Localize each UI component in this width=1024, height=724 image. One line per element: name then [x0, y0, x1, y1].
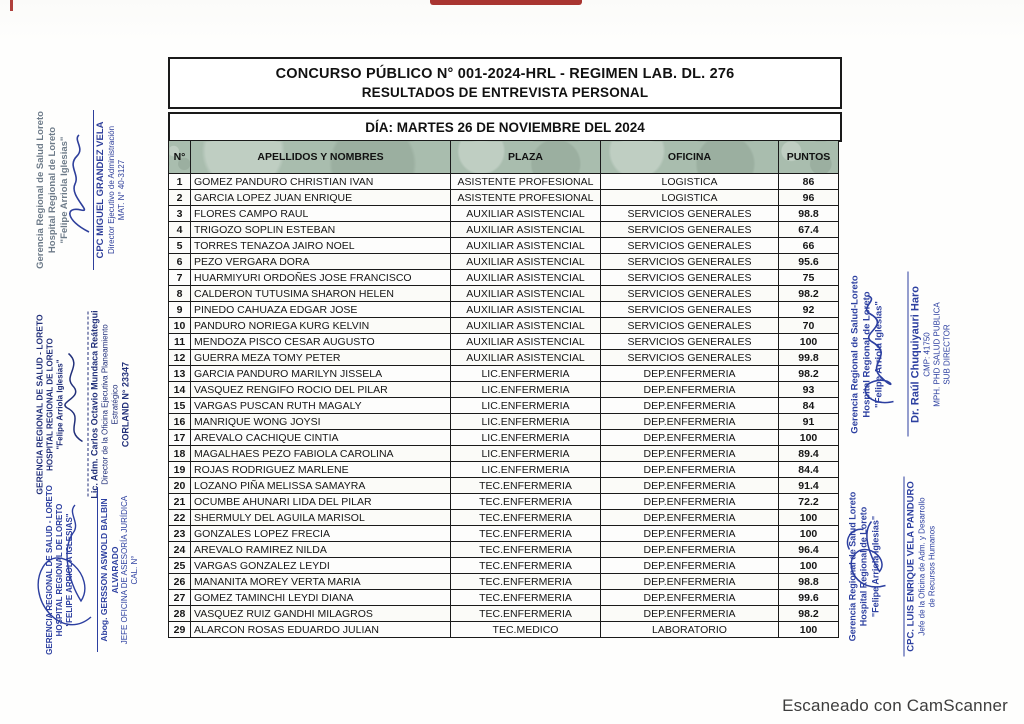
candidate-name: GOMEZ TAMINCHI LEYDI DIANA [191, 590, 451, 606]
stamp-signer-name: CPC. LUIS ENRIQUE VELA PANDURO [905, 481, 917, 652]
oficina-cell: LOGISTICA [601, 190, 779, 206]
table-row [169, 574, 839, 590]
candidate-name: MANANITA MOREY VERTA MARIA [191, 574, 451, 590]
row-number: 19 [169, 462, 191, 478]
stamp-legal-office-chief [45, 475, 155, 665]
row-number: 16 [169, 414, 191, 430]
signature-line [97, 488, 98, 653]
plaza-cell: TEC.ENFERMERIA [451, 590, 601, 606]
row-number: 7 [169, 270, 191, 286]
oficina-cell: SERVICIOS GENERALES [601, 238, 779, 254]
oficina-cell: DEP.ENFERMERIA [601, 366, 779, 382]
row-number: 15 [169, 398, 191, 414]
table-row [169, 190, 839, 206]
candidate-name: AREVALO CACHIQUE CINTIA [191, 430, 451, 446]
oficina-cell: SERVICIOS GENERALES [601, 270, 779, 286]
column-header-oficina: OFICINA [601, 141, 779, 174]
puntos-cell: 75 [779, 270, 839, 286]
table-row [169, 366, 839, 382]
date-text: DÍA: MARTES 26 DE NOVIEMBRE DEL 2024 [365, 119, 645, 135]
signature-line [907, 272, 908, 437]
row-number: 29 [169, 622, 191, 638]
table-row [169, 606, 839, 622]
row-number: 27 [169, 590, 191, 606]
plaza-cell: TEC.ENFERMERIA [451, 510, 601, 526]
table-row [169, 302, 839, 318]
document-title: CONCURSO PÚBLICO N° 001-2024-HRL - REGIMEN LAB. DL. 276 [275, 66, 735, 82]
row-number: 22 [169, 510, 191, 526]
puntos-cell: 100 [779, 334, 839, 350]
table-row [169, 558, 839, 574]
candidate-name: PINEDO CAHUAZA EDGAR JOSE [191, 302, 451, 318]
candidate-name: AREVALO RAMIREZ NILDA [191, 542, 451, 558]
oficina-cell: DEP.ENFERMERIA [601, 558, 779, 574]
puntos-cell: 98.2 [779, 366, 839, 382]
document-title-box [168, 57, 842, 109]
row-number: 11 [169, 334, 191, 350]
oficina-cell: DEP.ENFERMERIA [601, 382, 779, 398]
puntos-cell: 100 [779, 510, 839, 526]
table-row [169, 206, 839, 222]
oficina-cell: LABORATORIO [601, 622, 779, 638]
table-row [169, 398, 839, 414]
table-row [169, 414, 839, 430]
candidate-name: GUERRA MEZA TOMY PETER [191, 350, 451, 366]
table-row [169, 270, 839, 286]
plaza-cell: TEC.ENFERMERIA [451, 478, 601, 494]
candidate-name: PEZO VERGARA DORA [191, 254, 451, 270]
table-row [169, 350, 839, 366]
row-number: 2 [169, 190, 191, 206]
candidate-name: HUARMIYURI ORDOÑES JOSE FRANCISCO [191, 270, 451, 286]
plaza-cell: AUXILIAR ASISTENCIAL [451, 206, 601, 222]
oficina-cell: DEP.ENFERMERIA [601, 542, 779, 558]
oficina-cell: DEP.ENFERMERIA [601, 574, 779, 590]
puntos-cell: 98.2 [779, 286, 839, 302]
plaza-cell: AUXILIAR ASISTENCIAL [451, 270, 601, 286]
plaza-cell: AUXILIAR ASISTENCIAL [451, 254, 601, 270]
stamp-signer-role2: de Recursos Humanos [927, 525, 937, 608]
candidate-name: TORRES TENAZOA JAIRO NOEL [191, 238, 451, 254]
stamp-signer-registry: CORLAND N° 23347 [120, 361, 131, 448]
stamp-org-line: HOSPITAL REGIONAL DE LORETO [45, 338, 55, 471]
row-number: 1 [169, 174, 191, 190]
plaza-cell: AUXILIAR ASISTENCIAL [451, 222, 601, 238]
plaza-cell: LIC.ENFERMERIA [451, 366, 601, 382]
stamp-signer-role: JEFE OFICINA DE ASESORÍA JURÍDICA [120, 495, 130, 645]
column-header-puntos: PUNTOS [779, 141, 839, 174]
table-row [169, 334, 839, 350]
plaza-cell: TEC.ENFERMERIA [451, 494, 601, 510]
candidate-name: MAGALHAES PEZO FABIOLA CAROLINA [191, 446, 451, 462]
stamp-org-line: GERENCIA REGIONAL DE SALUD - LORETO [45, 485, 54, 655]
row-number: 4 [169, 222, 191, 238]
puntos-cell: 91.4 [779, 478, 839, 494]
row-number: 25 [169, 558, 191, 574]
oficina-cell: SERVICIOS GENERALES [601, 286, 779, 302]
oficina-cell: DEP.ENFERMERIA [601, 462, 779, 478]
row-number: 14 [169, 382, 191, 398]
oficina-cell: SERVICIOS GENERALES [601, 206, 779, 222]
plaza-cell: TEC.ENFERMERIA [451, 606, 601, 622]
table-row [169, 526, 839, 542]
stamp-org-line: Hospital Regional de Loreto [46, 126, 58, 254]
stamp-signer-role: SUB DIRECTOR [942, 324, 952, 385]
oficina-cell: DEP.ENFERMERIA [601, 430, 779, 446]
oficina-cell: SERVICIOS GENERALES [601, 222, 779, 238]
candidate-name: VARGAS GONZALEZ LEYDI [191, 558, 451, 574]
scan-artifact-red-bar [430, 0, 582, 5]
puntos-cell: 98.2 [779, 606, 839, 622]
candidate-name: TRIGOZO SOPLIN ESTEBAN [191, 222, 451, 238]
candidate-name: LOZANO PIÑA MELISSA SAMAYRA [191, 478, 451, 494]
row-number: 13 [169, 366, 191, 382]
candidate-name: VARGAS PUSCAN RUTH MAGALY [191, 398, 451, 414]
oficina-cell: DEP.ENFERMERIA [601, 414, 779, 430]
stamp-org-line: GERENCIA REGIONAL DE SALUD - LORETO [34, 314, 45, 495]
candidate-name: MENDOZA PISCO CESAR AUGUSTO [191, 334, 451, 350]
stamp-org-line: Gerencia Regional de Salud Loreto [847, 491, 858, 642]
table-row [169, 446, 839, 462]
plaza-cell: AUXILIAR ASISTENCIAL [451, 318, 601, 334]
candidate-name: VASQUEZ RUIZ GANDHI MILAGROS [191, 606, 451, 622]
puntos-cell: 99.6 [779, 590, 839, 606]
row-number: 28 [169, 606, 191, 622]
table-row [169, 222, 839, 238]
stamp-signer-name: CPC MIGUEL GRANDEZ VELA [94, 121, 106, 259]
row-number: 6 [169, 254, 191, 270]
oficina-cell: DEP.ENFERMERIA [601, 494, 779, 510]
table-row [169, 590, 839, 606]
signature-line [93, 110, 94, 270]
stamp-signer-role: Director Ejecutivo de Administración [106, 125, 116, 255]
table-row [169, 494, 839, 510]
candidate-name: GONZALES LOPEZ FRECIA [191, 526, 451, 542]
plaza-cell: LIC.ENFERMERIA [451, 462, 601, 478]
plaza-cell: AUXILIAR ASISTENCIAL [451, 350, 601, 366]
oficina-cell: SERVICIOS GENERALES [601, 334, 779, 350]
puntos-cell: 93 [779, 382, 839, 398]
stamp-admin-director [35, 85, 155, 295]
puntos-cell: 96.4 [779, 542, 839, 558]
plaza-cell: TEC.ENFERMERIA [451, 542, 601, 558]
stamp-signer-registry: CAL. N° [130, 555, 140, 585]
puntos-cell: 98.8 [779, 574, 839, 590]
table-row [169, 462, 839, 478]
stamp-signer-name: Dr. Raúl Chuquiyauri Haro [909, 286, 922, 423]
table-row [169, 430, 839, 446]
puntos-cell: 100 [779, 558, 839, 574]
puntos-cell: 100 [779, 526, 839, 542]
scan-artifact-red-tick [10, 0, 13, 11]
plaza-cell: AUXILIAR ASISTENCIAL [451, 302, 601, 318]
puntos-cell: 100 [779, 622, 839, 638]
column-header-plaza: PLAZA [451, 141, 601, 174]
oficina-cell: DEP.ENFERMERIA [601, 510, 779, 526]
document-subtitle: RESULTADOS DE ENTREVISTA PERSONAL [361, 85, 649, 100]
plaza-cell: TEC.ENFERMERIA [451, 558, 601, 574]
puntos-cell: 98.8 [779, 206, 839, 222]
candidate-name: GARCIA PANDURO MARILYN JISSELA [191, 366, 451, 382]
stamp-org-line: HOSPITAL REGIONAL DE LORETO [55, 503, 64, 637]
puntos-cell: 70 [779, 318, 839, 334]
stamp-sub-director [850, 258, 985, 452]
stamp-signer-role2: Estratégico [110, 384, 120, 425]
table-row [169, 622, 839, 638]
stamp-org-line: Hospital Regional de Loreto [861, 291, 873, 418]
oficina-cell: DEP.ENFERMERIA [601, 478, 779, 494]
oficina-cell: DEP.ENFERMERIA [601, 526, 779, 542]
puntos-cell: 89.4 [779, 446, 839, 462]
plaza-cell: AUXILIAR ASISTENCIAL [451, 286, 601, 302]
stamp-signer-role: Jefe de la Oficina de Adm. y Desarrollo [917, 497, 927, 636]
puntos-cell: 86 [779, 174, 839, 190]
table-row [169, 238, 839, 254]
table-row [169, 318, 839, 334]
row-number: 10 [169, 318, 191, 334]
row-number: 12 [169, 350, 191, 366]
stamp-signer-cmp: CMP: 41750 [922, 332, 932, 377]
stamp-org-line: Gerencia Regional de Salud-Loreto [849, 275, 861, 434]
plaza-cell: TEC.ENFERMERIA [451, 526, 601, 542]
candidate-name: SHERMULY DEL AGUILA MARISOL [191, 510, 451, 526]
stamp-signer-name: Abog. GERSSON ASWOLD BALBIN ALVARADO [99, 498, 120, 642]
candidate-name: FLORES CAMPO RAUL [191, 206, 451, 222]
stamp-signer-role: Director de la Oficina Ejecutiva Planeamiento [100, 324, 110, 485]
table-row [169, 286, 839, 302]
candidate-name: VASQUEZ RENGIFO ROCIO DEL PILAR [191, 382, 451, 398]
puntos-cell: 95.6 [779, 254, 839, 270]
candidate-name: MANRIQUE WONG JOYSI [191, 414, 451, 430]
puntos-cell: 99.8 [779, 350, 839, 366]
puntos-cell: 100 [779, 430, 839, 446]
oficina-cell: DEP.ENFERMERIA [601, 590, 779, 606]
column-header-apellidos: APELLIDOS Y NOMBRES [191, 141, 451, 174]
oficina-cell: DEP.ENFERMERIA [601, 606, 779, 622]
table-row [169, 478, 839, 494]
plaza-cell: LIC.ENFERMERIA [451, 414, 601, 430]
signature-line [87, 312, 88, 497]
puntos-cell: 67.4 [779, 222, 839, 238]
stamp-org-line: "FELIPE ARRIOLA IGLESIAS" [65, 513, 74, 627]
row-number: 9 [169, 302, 191, 318]
plaza-cell: LIC.ENFERMERIA [451, 382, 601, 398]
stamp-org-line: "Felipe Arriola Iglesias" [58, 136, 70, 244]
table-row [169, 382, 839, 398]
oficina-cell: SERVICIOS GENERALES [601, 254, 779, 270]
plaza-cell: AUXILIAR ASISTENCIAL [451, 334, 601, 350]
row-number: 21 [169, 494, 191, 510]
candidate-name: OCUMBE AHUNARI LIDA DEL PILAR [191, 494, 451, 510]
stamp-org-line: Hospital Regional de Loreto [858, 506, 869, 627]
camscanner-credit: Escaneado con CamScanner [782, 696, 1008, 715]
table-header-row [169, 141, 839, 174]
table-row [169, 542, 839, 558]
plaza-cell: LIC.ENFERMERIA [451, 446, 601, 462]
row-number: 8 [169, 286, 191, 302]
row-number: 3 [169, 206, 191, 222]
oficina-cell: SERVICIOS GENERALES [601, 350, 779, 366]
puntos-cell: 66 [779, 238, 839, 254]
stamp-org-line: "Felipe Arriola Iglesias" [55, 359, 65, 450]
candidate-name: PANDURO NORIEGA KURG KELVIN [191, 318, 451, 334]
puntos-cell: 72.2 [779, 494, 839, 510]
plaza-cell: AUXILIAR ASISTENCIAL [451, 238, 601, 254]
oficina-cell: DEP.ENFERMERIA [601, 446, 779, 462]
plaza-cell: LIC.ENFERMERIA [451, 430, 601, 446]
stamp-signer-degree: MPH. PHD SALUD PUBLICA [932, 302, 942, 407]
candidate-name: GARCIA LOPEZ JUAN ENRIQUE [191, 190, 451, 206]
puntos-cell: 92 [779, 302, 839, 318]
stamp-org-line: "Felipe Arriola Iglesias" [873, 301, 885, 408]
puntos-cell: 91 [779, 414, 839, 430]
plaza-cell: LIC.ENFERMERIA [451, 398, 601, 414]
puntos-cell: 84.4 [779, 462, 839, 478]
table-row [169, 254, 839, 270]
row-number: 24 [169, 542, 191, 558]
column-header-numero: N° [169, 141, 191, 174]
plaza-cell: ASISTENTE PROFESIONAL [451, 174, 601, 190]
puntos-cell: 96 [779, 190, 839, 206]
puntos-cell: 84 [779, 398, 839, 414]
table-row [169, 174, 839, 190]
stamp-org-line: Gerencia Regional de Salud Loreto [35, 111, 46, 269]
stamp-signer-registry: MAT. N° 40-3127 [116, 159, 126, 221]
results-table [168, 140, 839, 638]
row-number: 26 [169, 574, 191, 590]
table-row [169, 510, 839, 526]
oficina-cell: DEP.ENFERMERIA [601, 398, 779, 414]
row-number: 23 [169, 526, 191, 542]
plaza-cell: TEC.ENFERMERIA [451, 574, 601, 590]
row-number: 5 [169, 238, 191, 254]
oficina-cell: SERVICIOS GENERALES [601, 318, 779, 334]
stamp-hr-office-chief [848, 462, 955, 672]
oficina-cell: LOGISTICA [601, 174, 779, 190]
stamp-signer-name: Lic. Adm. Carlos Octavio Mundaca Reátegui [89, 310, 100, 499]
candidate-name: CALDERON TUTUSIMA SHARON HELEN [191, 286, 451, 302]
stamp-org-line: "Felipe Arriola Iglesias" [870, 515, 880, 618]
row-number: 17 [169, 430, 191, 446]
candidate-name: ALARCON ROSAS EDUARDO JULIAN [191, 622, 451, 638]
row-number: 20 [169, 478, 191, 494]
oficina-cell: SERVICIOS GENERALES [601, 302, 779, 318]
plaza-cell: ASISTENTE PROFESIONAL [451, 190, 601, 206]
date-banner [168, 112, 842, 142]
results-table-body [169, 174, 839, 638]
candidate-name: GOMEZ PANDURO CHRISTIAN IVAN [191, 174, 451, 190]
plaza-cell: TEC.MEDICO [451, 622, 601, 638]
row-number: 18 [169, 446, 191, 462]
candidate-name: ROJAS RODRIGUEZ MARLENE [191, 462, 451, 478]
signature-line [903, 477, 904, 657]
